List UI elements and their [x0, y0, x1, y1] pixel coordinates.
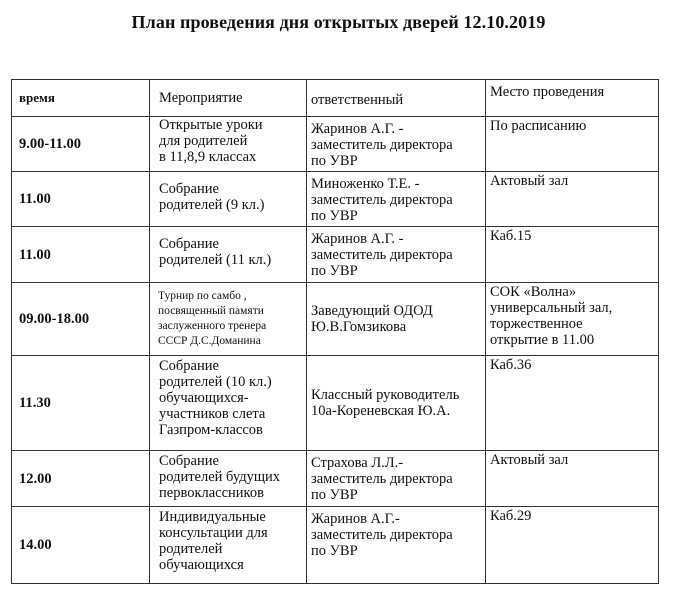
place-line: Каб.15	[490, 228, 532, 244]
row-place	[486, 172, 659, 227]
responsible-line: заместитель директора	[311, 137, 453, 153]
table-row	[12, 451, 659, 507]
row-responsible	[307, 172, 486, 227]
row-event	[150, 227, 307, 283]
event-line: Газпром-классов	[159, 422, 263, 438]
row-event	[150, 117, 307, 172]
row-responsible	[307, 451, 486, 507]
header-place: Место проведения	[486, 80, 659, 117]
event-line: родителей (11 кл.)	[159, 252, 272, 268]
schedule-table	[11, 79, 659, 584]
event-line: обучающихся-	[159, 390, 249, 406]
row-time: 11.00	[12, 227, 150, 283]
event-line: Собрание	[159, 236, 219, 252]
event-line: посвященный памяти	[158, 305, 264, 317]
place-line: Каб.36	[490, 357, 532, 373]
row-responsible	[307, 356, 486, 451]
responsible-line: по УВР	[311, 263, 358, 279]
place-line: универсальный зал,	[490, 300, 613, 316]
responsible-line: заместитель директора	[311, 192, 453, 208]
responsible-line: по УВР	[311, 153, 358, 169]
responsible-line: Жаринов А.Г.-	[311, 511, 400, 527]
responsible-line: 10а-Кореневская Ю.А.	[311, 403, 451, 419]
event-line: Собрание	[159, 181, 219, 197]
row-event	[150, 507, 307, 584]
event-line: в 11,8,9 классах	[159, 149, 257, 165]
row-event	[150, 356, 307, 451]
event-line: Индивидуальные	[159, 509, 266, 525]
row-responsible	[307, 507, 486, 584]
place-line: открытие в 11.00	[490, 332, 595, 348]
table-row	[12, 356, 659, 451]
responsible-line: Страхова Л.Л.-	[311, 455, 404, 471]
header-responsible: ответственный	[307, 80, 486, 117]
row-time: 12.00	[12, 451, 150, 507]
document-title: План проведения дня открытых дверей 12.10.2019	[131, 12, 546, 32]
table-header-row	[12, 80, 659, 117]
header-time: время	[12, 80, 150, 117]
event-line: участников слета	[159, 406, 266, 422]
place-line: Актовый зал	[490, 173, 569, 189]
place-line: По расписанию	[490, 118, 587, 134]
event-line: заслуженного тренера	[158, 320, 267, 332]
event-line: обучающихся	[159, 557, 244, 573]
responsible-line: по УВР	[311, 487, 358, 503]
responsible-line: по УВР	[311, 208, 358, 224]
header-event: Мероприятие	[150, 80, 307, 117]
row-time: 14.00	[12, 507, 150, 584]
table-row	[12, 227, 659, 283]
responsible-line: заместитель директора	[311, 471, 453, 487]
responsible-line: Заведующий ОДОД	[311, 303, 433, 319]
table-row	[12, 117, 659, 172]
table-row	[12, 172, 659, 227]
row-time: 11.30	[12, 356, 150, 451]
row-responsible	[307, 117, 486, 172]
row-place	[486, 507, 659, 584]
event-line: родителей будущих	[159, 469, 281, 485]
table-row	[12, 283, 659, 356]
place-line: торжественное	[490, 316, 583, 332]
responsible-line: по УВР	[311, 543, 358, 559]
row-time: 09.00-18.00	[12, 283, 150, 356]
row-place	[486, 356, 659, 451]
row-event	[150, 451, 307, 507]
event-line: родителей (10 кл.)	[159, 374, 272, 390]
event-line: Собрание	[159, 358, 219, 374]
row-place	[486, 283, 659, 356]
row-time: 9.00-11.00	[12, 117, 150, 172]
responsible-line: Ю.В.Гомзикова	[311, 319, 407, 335]
place-line: Актовый зал	[490, 452, 569, 468]
event-line: родителей	[159, 541, 223, 557]
event-line: Собрание	[159, 453, 219, 469]
place-line: Каб.29	[490, 508, 532, 524]
responsible-line: заместитель директора	[311, 247, 453, 263]
row-place	[486, 451, 659, 507]
event-line: Открытые уроки	[159, 117, 263, 133]
row-place	[486, 227, 659, 283]
event-line: для родителей	[159, 133, 248, 149]
row-event	[150, 172, 307, 227]
event-line: первоклассников	[159, 485, 264, 501]
responsible-line: заместитель директора	[311, 527, 453, 543]
event-line: СССР Д.С.Доманина	[158, 335, 261, 347]
row-place	[486, 117, 659, 172]
responsible-line: Классный руководитель	[311, 387, 460, 403]
row-time: 11.00	[12, 172, 150, 227]
row-responsible	[307, 283, 486, 356]
event-line: родителей (9 кл.)	[159, 197, 265, 213]
place-line: СОК «Волна»	[490, 284, 577, 300]
row-responsible	[307, 227, 486, 283]
responsible-line: Миноженко Т.Е. -	[311, 176, 420, 192]
responsible-line: Жаринов А.Г. -	[311, 231, 404, 247]
event-line: консультации для	[159, 525, 268, 541]
table-row	[12, 507, 659, 584]
row-event	[150, 283, 307, 356]
event-line: Турнир по самбо ,	[158, 290, 247, 302]
responsible-line: Жаринов А.Г. -	[311, 121, 404, 137]
